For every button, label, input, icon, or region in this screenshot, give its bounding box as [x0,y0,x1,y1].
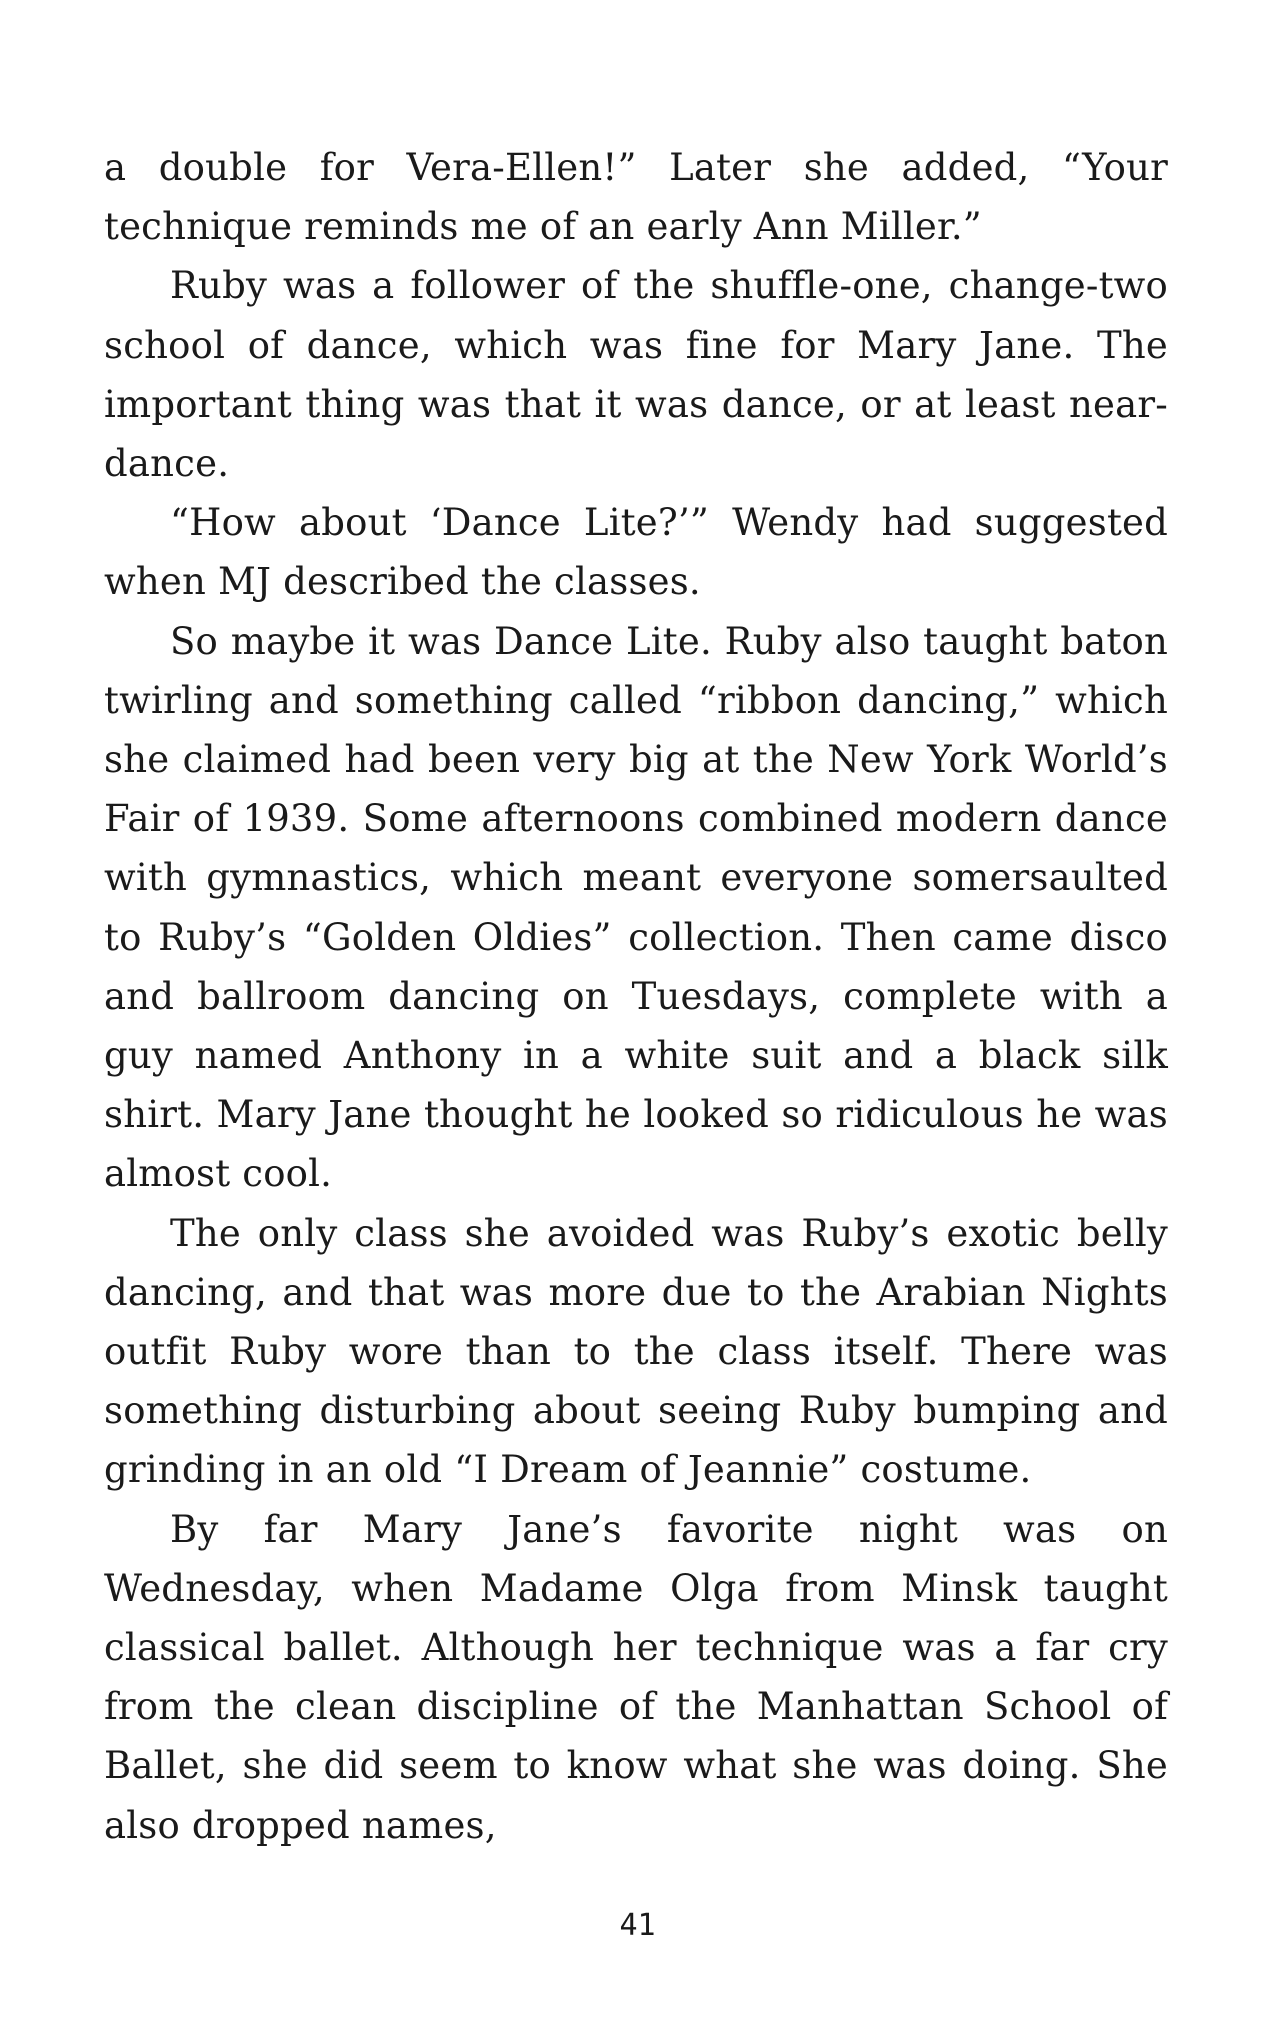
page-number: 41 [619,1908,656,1943]
paragraph: “How about ‘Dance Lite?’” Wendy had suggested when MJ described the classes. [104,501,1168,604]
paragraph: The only class she avoided was Ruby’s exotic belly dancing, and that was more due to the Arabian Nights outfit Ruby wore than to the class itself. There was something disturbing about seeing Ruby bumping and grinding in an old “I Dream of Jeannie” costume. [104,1211,1168,1492]
paragraph: So maybe it was Dance Lite. Ruby also taught baton twirling and something called “ribbon dancing,” which she claimed had been very big at the New York World’s Fair of 1939. Some afternoons combined modern dance with gymnastics, which meant everyone somersaulted to Ruby’s “Golden Oldies” collection. Then came disco and ballroom dancing on Tuesdays, complete with a guy named Anthony in a white suit and a black silk shirt. Mary Jane thought he looked so ridiculous he was almost cool. [104,619,1168,1196]
body-text [104,138,1168,1855]
paragraph: Ruby was a follower of the shuffle-one, change-two school of dance, which was fine for Mary Jane. The important thing was that it was dance, or at least near-dance. [104,264,1168,486]
paragraph: By far Mary Jane’s favorite night was on Wednesday, when Madame Olga from Minsk taught classical ballet. Although her technique was a far cry from the clean discipline of the Manhattan School of Ballet, she did seem to know what she was doing. She also dropped names, [104,1507,1168,1847]
paragraph-continued: a double for Vera-Ellen!” Later she added, “Your technique reminds me of an early Ann Miller.” [104,146,1168,249]
